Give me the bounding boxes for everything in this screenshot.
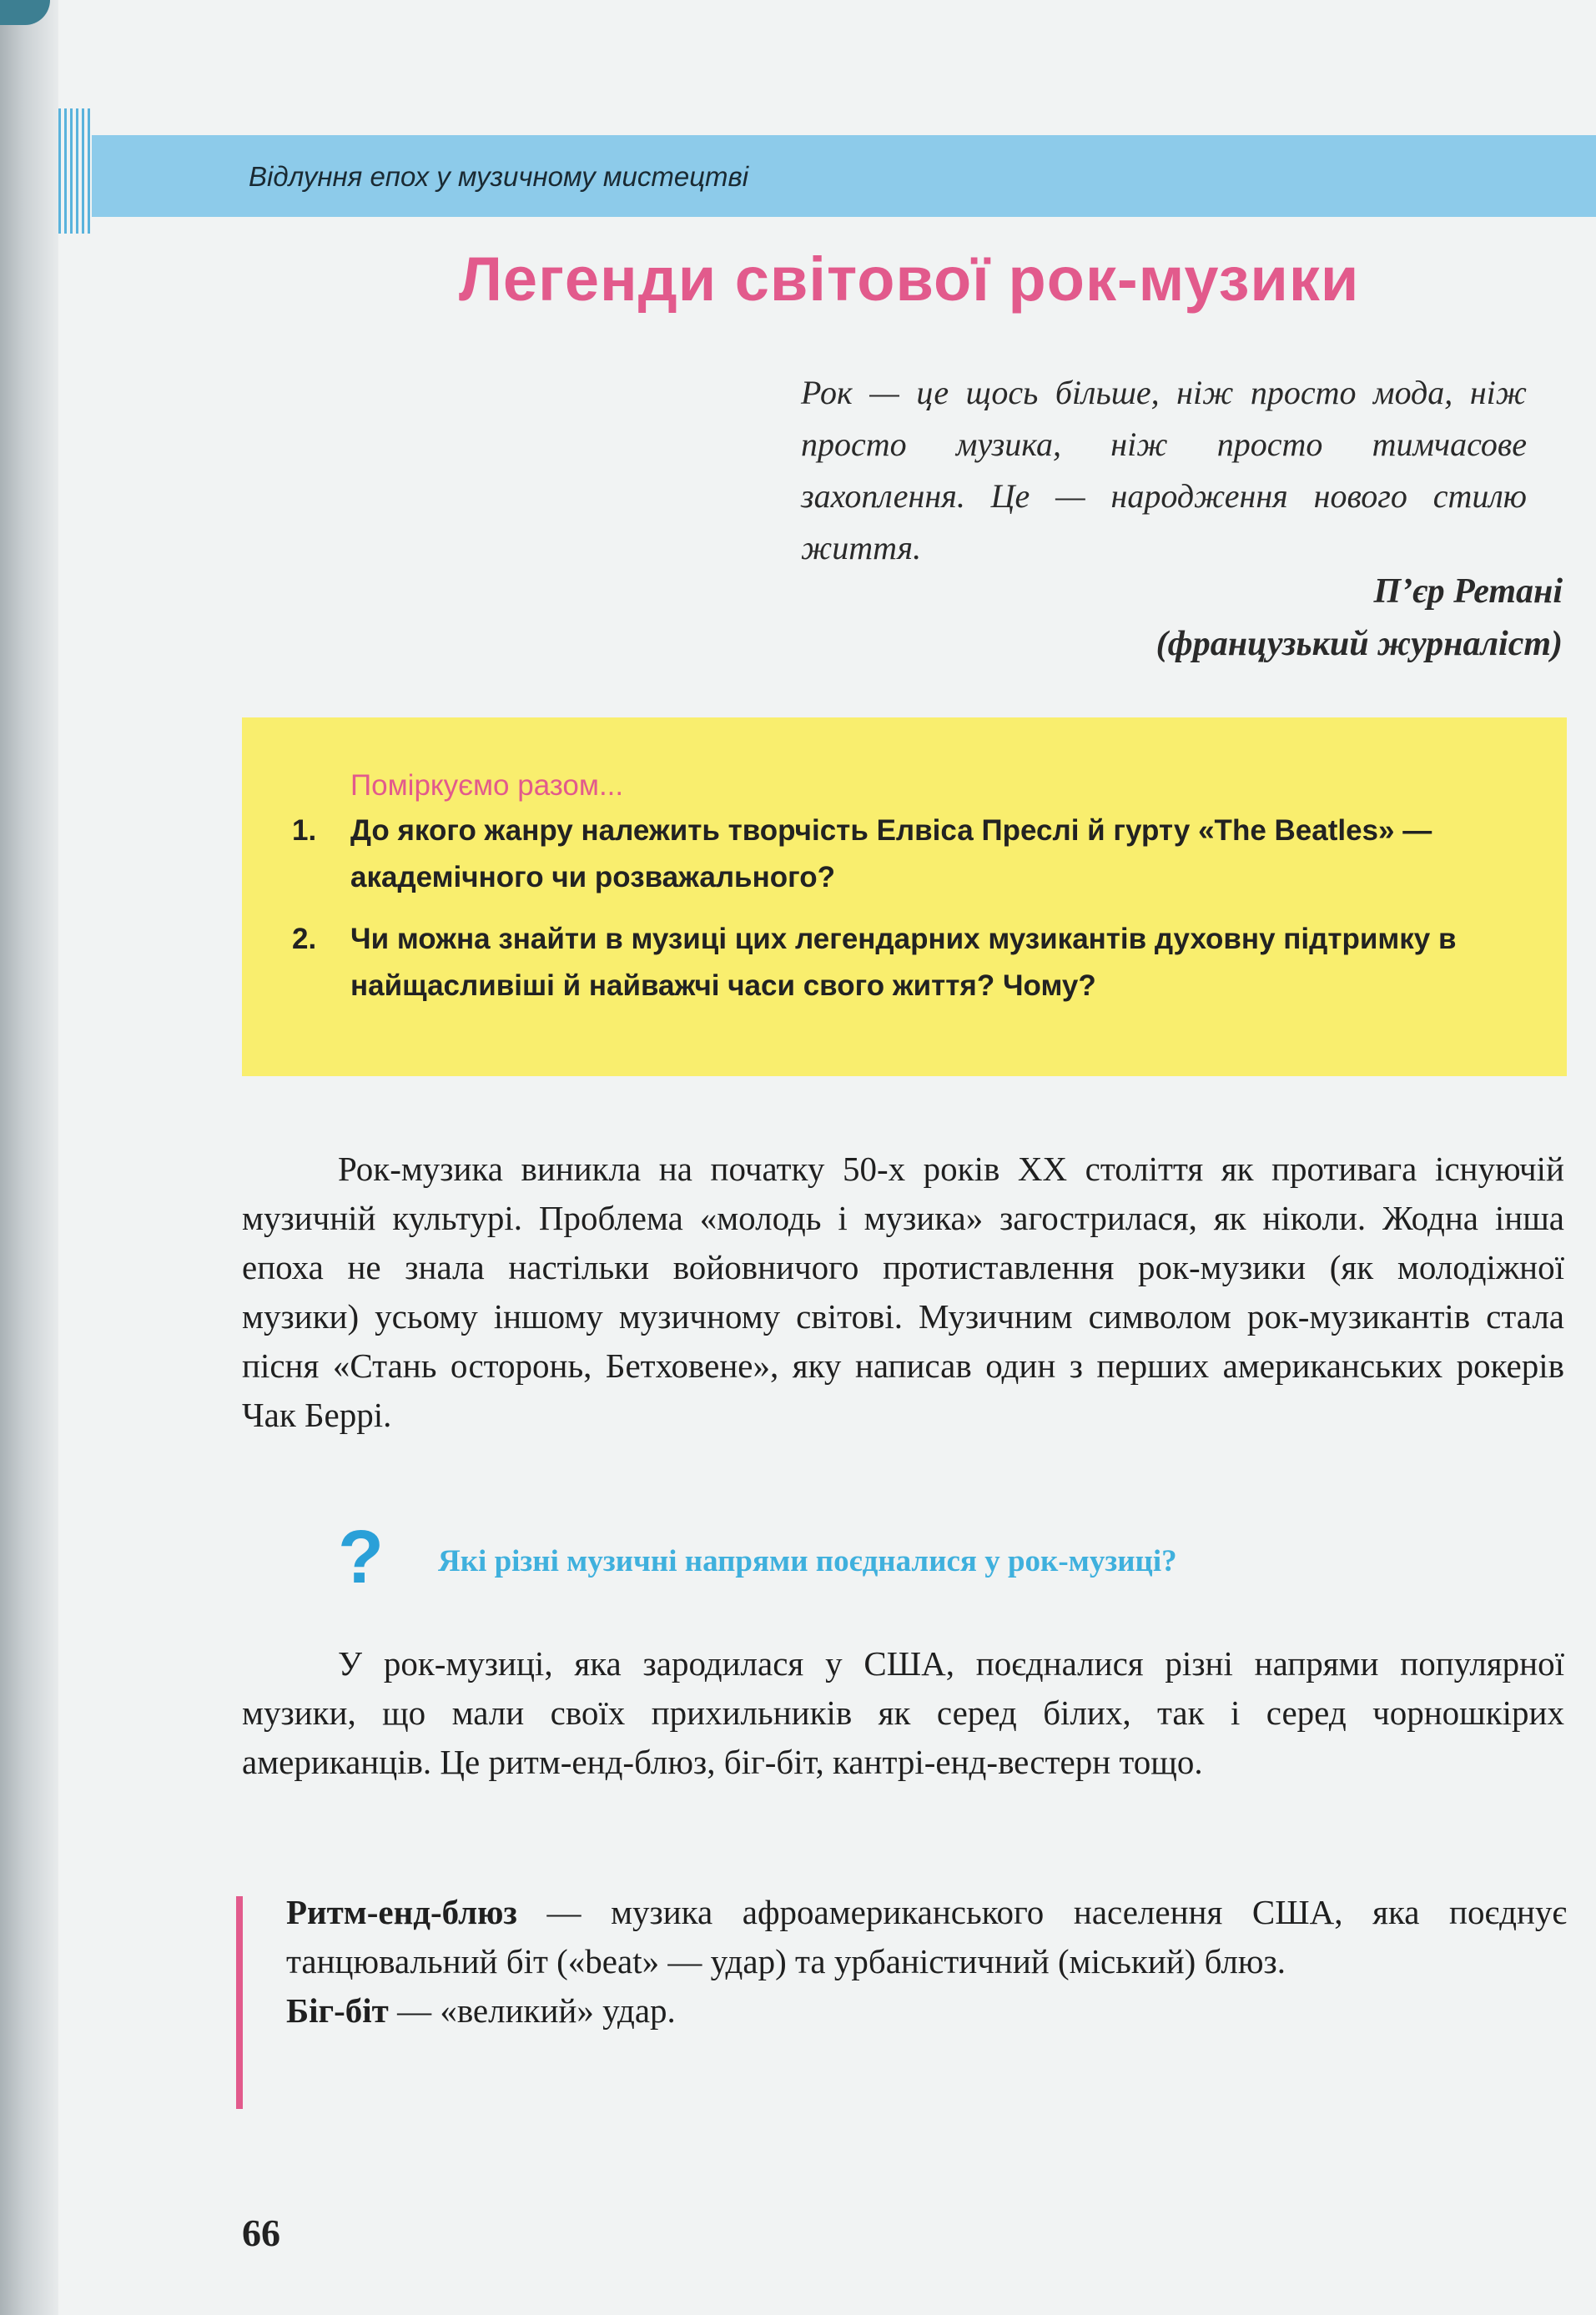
definition-term: Ритм-енд-блюз [286, 1893, 517, 1931]
question-number: 1. [292, 814, 317, 847]
review-question-text: Які різні музичні напрями поєдналися у рок-музиці? [438, 1544, 1177, 1578]
definition-item [286, 1888, 1567, 1986]
definition-description: — «великий» удар. [388, 1991, 676, 2030]
section-header: Відлуння епох у музичному мистецтві [249, 161, 749, 192]
page-title: Легенди світової рок-музики [459, 244, 1360, 314]
question-mark-icon: ? [338, 1516, 384, 1599]
discussion-question [292, 916, 1493, 1009]
question-text: До якого жанру належить творчість Елвіса Преслі й гурту «The Beatles» — академічного чи розважального? [350, 814, 1432, 893]
discussion-box [242, 717, 1567, 1076]
discussion-question [292, 808, 1493, 901]
review-question [338, 1516, 1564, 1602]
epigraph-author: П’єр Ретані [1373, 572, 1563, 611]
epigraph-quote: Рок — це щось більше, ніж просто мода, ніж просто музика, ніж просто тимчасове захоплення. Це — народження нового стилю життя. [801, 374, 1527, 566]
header-decoration [58, 108, 92, 234]
discussion-heading: Поміркуємо разом... [350, 769, 624, 802]
page-number: 66 [242, 2212, 280, 2254]
definitions-block [236, 1888, 1571, 2109]
body-paragraph: Рок-музика виникла на початку 50-х років XX століття як противага існуючій музичній культурі. Проблема «молодь і музика» загострилася, як ніколи. Жодна інша епоха не знала настільки войовничого протиставлення рок-музики (як молодіжної музики) усьому іншому музичному світові. Музичним символом рок-музикантів стала пісня «Стань осторонь, Бетховене», яку написав один з перших американських рокерів Чак Беррі. [242, 1150, 1564, 1434]
question-text: Чи можна знайти в музиці цих легендарних музикантів духовну підтримку в найщасливіші й найважчі часи свого життя? Чому? [350, 923, 1457, 1002]
definition-accent-bar [236, 1896, 243, 2109]
definitions-text [286, 1888, 1567, 2036]
definition-item [286, 1986, 1567, 2036]
discussion-questions [292, 808, 1493, 1024]
body-paragraph: У рок-музиці, яка зародилася у США, поєдналися різні напрями популярної музики, що мали своїх прихильників як серед білих, так і серед чорношкірих американців. Це ритм-енд-блюз, біг-біт, кантрі-енд-вестерн тощо. [242, 1644, 1564, 1781]
definition-description: — музика афроамериканського населення США, яка поєднує танцювальний біт («beat» — удар) та урбаністичний (міський) блюз. [286, 1893, 1567, 1980]
book-spine-shadow [0, 0, 58, 2315]
definition-term: Біг-біт [286, 1991, 389, 2030]
question-number: 2. [292, 923, 317, 955]
epigraph-role: (французький журналіст) [1155, 625, 1563, 663]
